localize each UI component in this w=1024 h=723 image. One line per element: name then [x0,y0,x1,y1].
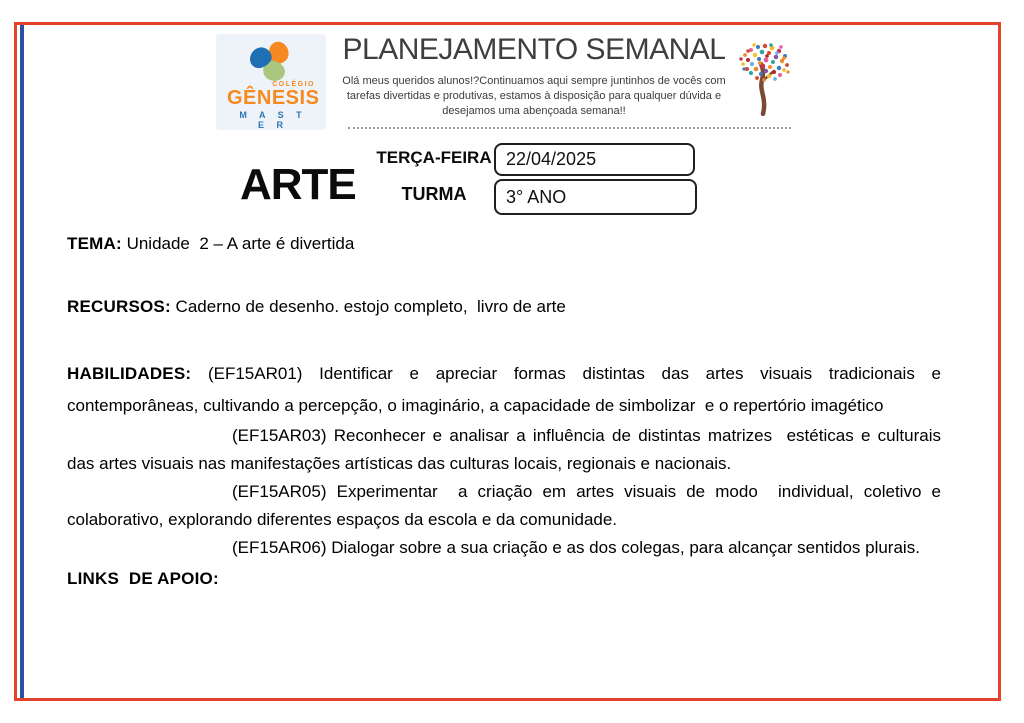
page-title: PLANEJAMENTO SEMANAL [342,33,726,66]
links-label: LINKS DE APOIO: [67,569,219,588]
section-habilidades [67,358,946,422]
tema-text: Unidade 2 – A arte é divertida [126,234,355,253]
section-links [67,568,941,590]
logo-swirl-icon [244,39,298,82]
recursos-label: RECURSOS: [67,297,171,316]
header-title-block [334,33,734,119]
logo-master-text: M A S T E R [239,110,307,130]
logo-text [227,81,320,130]
habilidades-intro: (EF15AR01) Identificar e apreciar formas distintas das artes visuais tradicionais e contemporâneas, cultivando a percepção, o imaginário, a capacidade de simbolizar e o repertório imagético [67,364,946,415]
subject-title: ARTE [240,160,356,209]
class-box[interactable] [494,179,697,215]
header-dotted-divider [348,127,791,129]
recursos-text: Caderno de desenho. estojo completo, livro de arte [175,297,566,316]
page-subtitle: Olá meus queridos alunos!?Continuamos aqui sempre juntinhos de vocês com tarefas divertidas e produtivas, estamos à disposição para qualquer dúvida e desejamos uma abençoada semana!! [342,75,726,117]
habilidades-item: (EF15AR06) Dialogar sobre a sua criação e as dos colegas, para alcançar sentidos plurais. [232,538,920,557]
date-value: 22/04/2025 [506,149,597,169]
section-tema [67,233,941,255]
logo-genesis-text: GÊNESIS [227,87,320,109]
habilidades-label: HABILIDADES: [67,364,192,383]
tema-label: TEMA: [67,234,122,253]
section-recursos [67,296,941,318]
habilidades-item: (EF15AR03) Reconhecer e analisar a influência de distintas matrizes estéticas e culturais das artes visuais nas manifestações artísticas das culturas locais, regionais e nacionais. [67,426,946,473]
date-box[interactable] [494,143,695,176]
logo-colegio-text: COLÉGIO [272,81,315,88]
colorful-tree-icon [736,42,792,116]
school-logo [216,34,326,130]
page-border-blue [20,25,24,698]
class-value: 3° ANO [506,186,567,207]
document-body [67,233,946,590]
habilidades-item: (EF15AR05) Experimentar a criação em artes visuais de modo individual, coletivo e colaborativo, explorando diferentes espaços da escola e da comunidade. [67,482,946,529]
class-label: TURMA [401,184,467,204]
weekday-label: TERÇA-FEIRA [376,148,492,167]
